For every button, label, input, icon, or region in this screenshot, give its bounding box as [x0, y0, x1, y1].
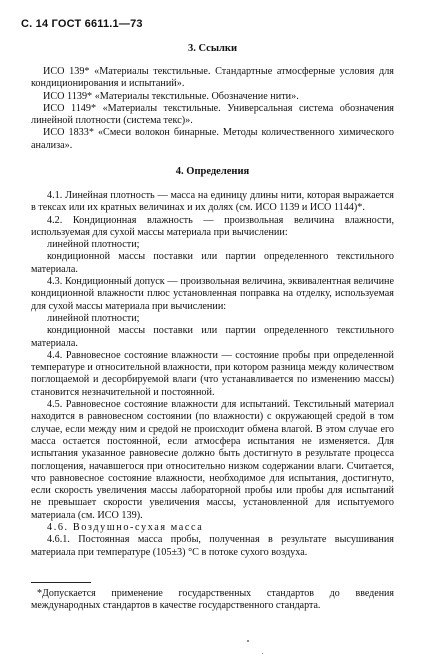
paragraph-4-1: 4.1. Линейная плотность — масса на единицу длины нити, которая выражается в тексах или их кратных величинах и их долях (см. ИСО 1139 и ИСО 1144)*.: [31, 190, 394, 214]
reference-item: ИСО 1833* «Смеси волокон бинарные. Методы количественного химического анализа».: [31, 127, 394, 151]
section-heading-definitions: 4. Определения: [175, 166, 250, 177]
section-heading-references: 3. Ссылки: [187, 43, 238, 54]
reference-item: ИСО 139* «Материалы текстильные. Стандартные атмосферные условия для кондиционирования и испытаний».: [31, 66, 394, 90]
footnote: *Допускается применение государственных стандартов до введения международных стандартов в качестве государственного стандарта.: [31, 588, 394, 611]
paragraph-4-3-item-a: линейной плотности;: [47, 312, 140, 324]
footnote-divider: [31, 582, 91, 583]
paragraph-4-2: 4.2. Кондиционная влажность — произвольная величина влажности, используемая для сухой массы материала при вычислении:: [31, 214, 394, 238]
scan-speck: [262, 653, 263, 654]
running-head: С. 14 ГОСТ 6611.1—73: [21, 18, 143, 30]
paragraph-4-2-item-b: кондиционной массы поставки или партии определенного текстильного материала.: [31, 251, 394, 275]
paragraph-4-2-item-a: линейной плотности;: [47, 239, 140, 251]
reference-item: ИСО 1149* «Материалы текстильные. Универсальная система обозначения линейной плотности (система текс)».: [31, 102, 394, 127]
scan-speck: [247, 640, 249, 642]
paragraph-4-5: 4.5. Равновесное состояние влажности для испытаний. Текстильный материал находится в равновесном состоянии (по влажности) с окружающей средой в том случае, если между ним и средой не происходит обмена влагой. В этом случае его масса остается постоянной, если атмосфера испытания не изменяется. Для испытания указанное равновесие должно быть достигнуто в результате процесса поглощения, начавшегося при относительно низком содержании влаги. Считается, что равновесное состояние влажности, необходимое для испытания, достигнуто, если скорость увеличения массы лабораторной пробы или пробы для испытаний не превышает скорости увеличения массы, установленной для испытуемого материала (см. ИСО 139).: [31, 399, 394, 521]
paragraph-4-6-heading: 4.6. Воздушно-сухая масса: [47, 522, 204, 534]
paragraph-4-4: 4.4. Равновесное состояние влажности — состояние пробы при определенной температуре и относительной влажности, при котором разница между количеством поглощаемой и десорбируемой влаги (что устанавливается по изменению массы) становится незначительной и постоянной.: [31, 349, 394, 398]
reference-item: ИСО 1139* «Материалы текстильные. Обозначение нити».: [43, 90, 299, 102]
definitions-body: [31, 190, 394, 559]
paragraph-4-6-1: 4.6.1. Постоянная масса пробы, полученная в результате высушивания материала при температуре (105±3) °С в потоке сухого воздуха.: [31, 534, 394, 558]
paragraph-4-3-item-b: кондиционной массы поставки или партии определенного текстильного материала.: [31, 325, 394, 349]
paragraph-4-3: 4.3. Кондиционный допуск — произвольная величина, эквивалентная величине кондиционной влажности плюс установленная поправка на отделку, используемая для сухой массы материала при вычислении:: [31, 276, 394, 312]
references-list: [31, 66, 394, 152]
